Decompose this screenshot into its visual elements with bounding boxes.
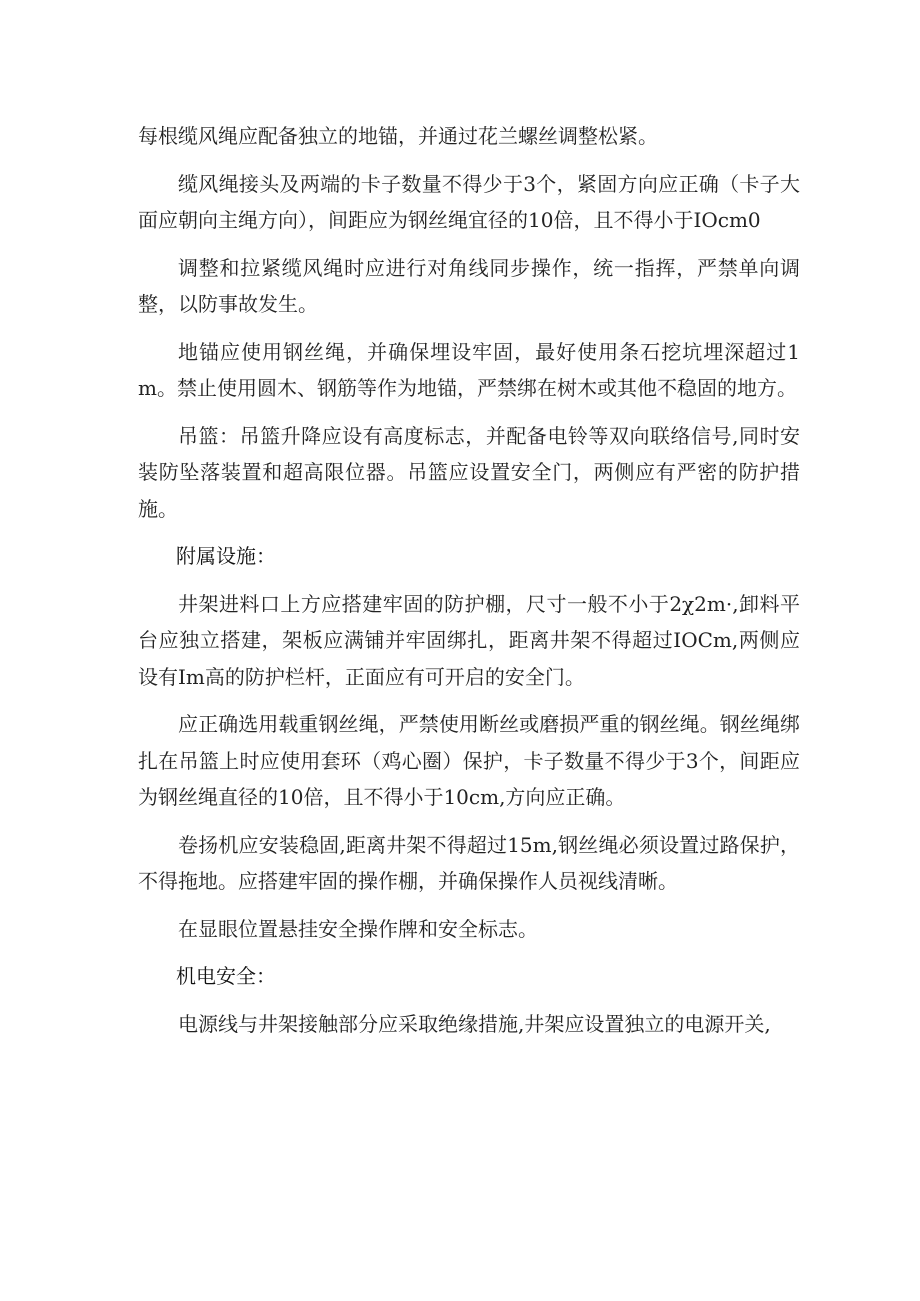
paragraph-safety-signs: 在显眼位置悬挂安全操作牌和安全标志。: [178, 916, 538, 941]
paragraph-guy-rope-clamps: 缆风绳接头及两端的卡子数量不得少于3个，紧固方向应正确（卡子大面应朝向主绳方向），间距应为钢丝绳宜径的10倍，且不得小于IOcm0: [138, 171, 800, 232]
paragraph-power-insulation: 电源线与井架接触部分应采取绝缘措施,井架应设置独立的电源开关,: [178, 1011, 771, 1036]
paragraph-wire-rope: 应正确选用载重钢丝绳，严禁使用断丝或磨损严重的钢丝绳。钢丝绳绑扎在吊篮上时应使用套环（鸡心圈）保护，卡子数量不得少于3个，间距应为钢丝绳直径的10倍，且不得小于10cm,方向应正确。: [138, 712, 800, 809]
paragraph-hanging-basket: 吊篮：吊篮升降应设有高度标志，并配备电铃等双向联络信号,同时安装防坠落装置和超高限位器。吊篮应设置安全门，两侧应有严密的防护措施。: [138, 423, 800, 521]
section-heading-auxiliary-facilities: 附属设施：: [176, 544, 276, 568]
paragraph-guy-rope-anchor: 每根缆风绳应配备独立的地锚，并通过花兰螺丝调整松紧。: [138, 124, 658, 148]
section-heading-electromechanical-safety: 机电安全：: [176, 964, 276, 988]
paragraph-ground-anchor: 地锚应使用钢丝绳，并确保埋设牢固，最好使用条石挖坑埋深超过1m。禁止使用圆木、钢筋等作为地锚，严禁绑在树木或其他不稳固的地方。: [138, 339, 800, 400]
paragraph-guy-rope-adjust: 调整和拉紧缆风绳时应进行对角线同步操作，统一指挥，严禁单向调整，以防事故发生。: [138, 255, 800, 316]
paragraph-hoist: 卷扬机应安装稳固,距离井架不得超过15m,钢丝绳必须设置过路保护，不得拖地。应搭建牢固的操作棚，并确保操作人员视线清晰。: [138, 832, 800, 893]
paragraph-protective-shed: 井架进料口上方应搭建牢固的防护棚，尺寸一般不小于2χ2m·,卸料平台应独立搭建，架板应满铺并牢固绑扎，距离井架不得超过IOCm,两侧应设有Im高的防护栏杆，正面应有可开启的安全门。: [138, 591, 800, 689]
